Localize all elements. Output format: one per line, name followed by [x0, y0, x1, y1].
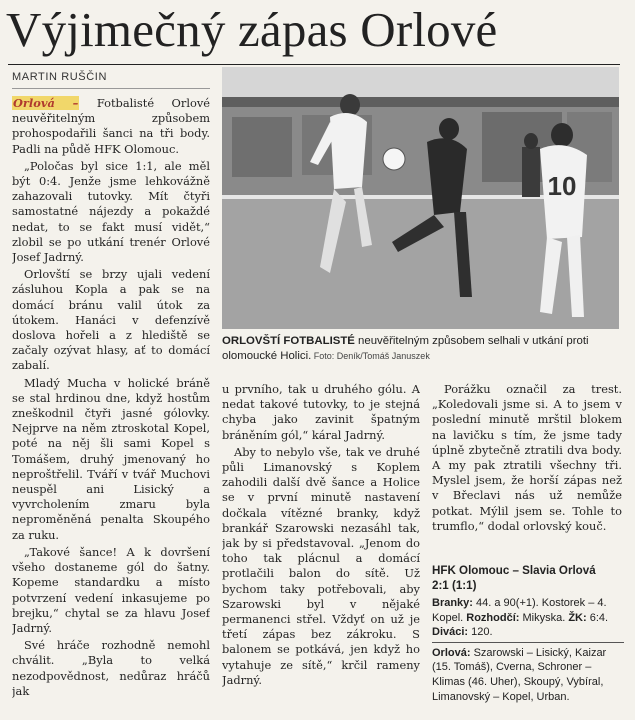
paragraph: „Takové šance! A k dovršení všeho dostaneme gól do šatny. Kopeme standardku a místo potvrzení vedení inkasujeme po brejku,“ chytal se za hlavu Josef Jadrný.: [12, 544, 210, 635]
byline-rule: [12, 88, 210, 89]
cards-label: ŽK:: [568, 611, 587, 624]
attendance-text: 120.: [468, 626, 493, 639]
paragraph: Aby to nebylo vše, tak ve druhé půli Limanovský s Koplem zahodili další dvě šance a Holice se v první minutě nastavení dočkala vítězné branky, když brankář Szarowski nezasáhl tak, jak by si představoval. „Jenom do toho tak plácnul a domácí protlačili balon do sítě. Už bychom taky potřebovali, aby Szarowski byl v nějaké permanenci střel. Vždyť on už je třetí zápas bez zákroku. S balonem se potkává, jen když ho vytahuje ze sítě,“ krčil rameny Jadrný.: [222, 444, 420, 687]
headline-rule: [8, 64, 620, 65]
lineup-text: Szarowski – Lisický, Kaizar (15. Tomáš), Cverna, Schroner – Klimas (46. Uher), Skoupý, Vybíral, Limanovský – Kopel, Urban.: [432, 646, 607, 703]
football-action-image: [222, 67, 619, 329]
attendance-label: Diváci:: [432, 626, 469, 639]
lineup: [432, 646, 624, 704]
article-column-3: [432, 382, 622, 558]
headline: Výjimečný zápas Orlové: [6, 2, 498, 57]
summary-divider: [432, 642, 624, 643]
paragraph: „Poločas byl sice 1:1, ale měl být 0:4. Jenže jsme lehkovážně zahazovali tutovky. Mít čtyři samostatné nájezdy a pokaždé nedat, to se fakt musí vidět,“ zlobil se po utkání trenér Orlové Josef Jadrný.: [12, 158, 210, 265]
match-photo: [222, 67, 619, 329]
paragraph: Porážku označil za trest. „Koledovali jsme si. A to jsem v poslední minutě mrštil blokem na lavičku s tím, že jsme tady úplně zbytečně ztratili dva body. A my pak ztratili všechny tři. Myslel jsem, že horší zápas než v Břeclavi nás už nemůže potkat. Mýlil jsem se. Tohle to trumflo,“ dodal orlovský kouč.: [432, 382, 622, 533]
cards-text: 6:4.: [586, 611, 609, 624]
goals-text: 44. a 90(+1). Kostorek – 4. Kopel.: [432, 597, 607, 624]
match-title: HFK Olomouc – Slavia Orlová: [432, 564, 596, 577]
article-column-1: [12, 96, 210, 716]
referee-text: Mikyska.: [519, 611, 569, 624]
article-column-2: [222, 382, 420, 712]
paragraph: u prvního, tak u druhého gólu. A nedat takové tutovky, to je stejná chyba jako zavinit špatným bráněním gól,“ káral Jadrný.: [222, 382, 420, 442]
author-byline: MARTIN RUŠČIN: [12, 71, 107, 83]
dateline: Orlová –: [13, 96, 79, 110]
referee-label: Rozhodčí:: [466, 611, 520, 624]
lineup-label: Orlová:: [432, 646, 471, 659]
lead-text: Fotbalisté Orlové neuvěřitelným způsobem prohospodařili šanci na tři body. Padli na půdě HFK Olomouc.: [12, 96, 210, 156]
paragraph: Své hráče rozhodně nemohl chválit. „Byla to velká nezodpovědnost, nedůraz hráčů jak: [12, 638, 210, 698]
lead-paragraph: [12, 96, 210, 157]
jersey-number: 10: [547, 171, 577, 201]
match-score: 2:1 (1:1): [432, 579, 477, 592]
paragraph: Orlovští se brzy ujali vedení zásluhou Kopla a pak se na domácí bránu valil útok za útokem. Hanáci v defenzívě doslova hořeli a z hlediště se začaly ozývat hlasy, ať to domácí zabalí.: [12, 267, 210, 373]
photo-credit: Foto: Deník/Tomáš Januszek: [311, 351, 430, 361]
caption-lead: ORLOVŠTÍ FOTBALISTÉ: [222, 335, 355, 347]
match-details: [432, 596, 624, 640]
goals-label: Branky:: [432, 597, 473, 609]
photo-caption: [222, 334, 622, 364]
paragraph: Mladý Mucha v holické bráně se stal hrdinou dne, když hostům zneškodnil čtyři jasné gólovky. Nejprve na něm ztroskotal Kopel, poté na něj šli sami Kopel s Tomášem, druhý jmenovaný ho neproštřelil. Tváří v tvář Muchovi neuspěl ani Lisický a vyvrcholením zmaru byla neproměněná penalta Skoupého za ruku.: [12, 375, 210, 542]
caption-text: neuvěřitelným způsobem selhali v utkání proti olomoucké Holici.: [222, 335, 589, 362]
match-summary-box: [432, 563, 624, 713]
